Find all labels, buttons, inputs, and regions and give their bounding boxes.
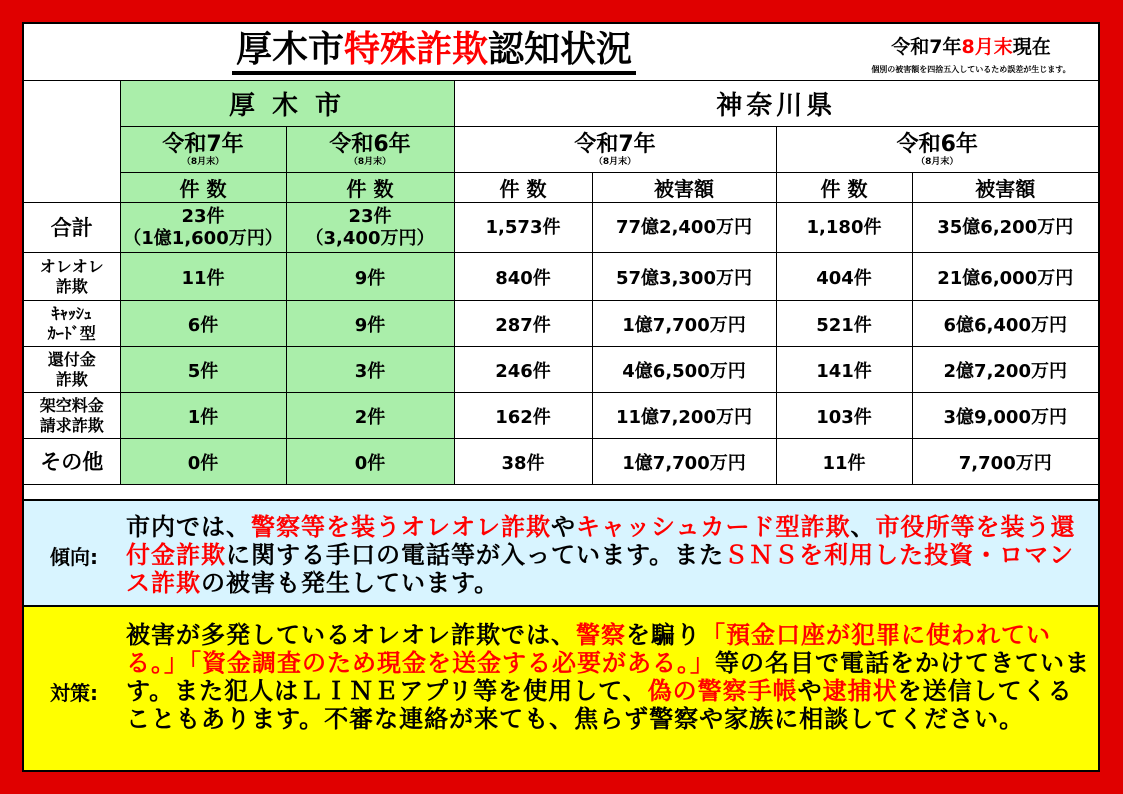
cell-kanagawa-r7-count xyxy=(454,347,592,393)
cell-atsugi-r6-text: 2件 xyxy=(354,406,386,428)
cell-kanagawa-r7-count xyxy=(454,393,592,439)
year-label: 令和7年 xyxy=(574,131,656,157)
trend-segment: や xyxy=(551,513,576,541)
trend-segment: 市内では、 xyxy=(126,513,251,541)
cell-kanagawa-r7-damage-text: 77億2,400万円 xyxy=(616,216,752,238)
corner-cell xyxy=(24,81,120,203)
measures-segment: 偽の警察手帳 xyxy=(647,677,798,705)
trend-text xyxy=(126,513,1094,597)
cell-kanagawa-r6-damage-text: 6億6,400万円 xyxy=(943,314,1067,336)
cell-kanagawa-r7-damage-text: 11億7,200万円 xyxy=(616,406,752,428)
row-label-text: その他 xyxy=(40,449,104,474)
year-label: 令和7年 xyxy=(162,131,244,157)
cell-atsugi-r6 xyxy=(286,253,454,301)
cell-atsugi-r6-text: 0件 xyxy=(354,452,386,474)
cell-atsugi-r6-text: 23件 xyxy=(348,205,392,227)
cell-atsugi-r6-sub: （3,400万円） xyxy=(305,227,435,249)
year-sub: （8月末） xyxy=(593,156,637,167)
cell-atsugi-r7 xyxy=(120,203,286,253)
cell-kanagawa-r6-count-text: 103件 xyxy=(816,406,872,428)
cell-kanagawa-r7-damage-text: 1億7,700万円 xyxy=(622,314,746,336)
trend-segment: 市役所等を装う還付金詐欺 xyxy=(126,513,1076,569)
trend-segment: キャッシュカード型詐欺 xyxy=(576,513,851,541)
measures-label: 対策: xyxy=(50,681,98,705)
measures-segment: 等の名目で電話をかけてきています。また犯人はＬＩＮＥアプリ等を使用して、 xyxy=(126,649,1090,705)
cell-atsugi-r6 xyxy=(286,203,454,253)
page-title xyxy=(24,24,844,79)
cell-kanagawa-r6-damage-text: 3億9,000万円 xyxy=(943,406,1067,428)
cell-atsugi-r6-text: 9件 xyxy=(354,314,386,336)
group-atsugi: 厚 木 市 xyxy=(120,81,454,127)
cell-kanagawa-r7-count xyxy=(454,439,592,485)
year-sub: （8月末） xyxy=(181,156,225,167)
cell-kanagawa-r6-damage xyxy=(912,393,1098,439)
cell-atsugi-r7-text: 23件 xyxy=(181,205,225,227)
cell-kanagawa-r7-count-text: 162件 xyxy=(495,406,551,428)
as-of-suffix: 現在 xyxy=(1012,36,1051,58)
cell-kanagawa-r7-count-text: 246件 xyxy=(495,360,551,382)
cell-kanagawa-r7-count-text: 1,573件 xyxy=(485,216,561,238)
cell-kanagawa-r7-damage xyxy=(592,439,776,485)
cell-kanagawa-r6-count xyxy=(776,439,912,485)
measures-segment: を騙り xyxy=(626,621,701,649)
cell-kanagawa-r6-count-text: 404件 xyxy=(816,267,872,289)
as-of-year: 令和7年 xyxy=(891,36,962,58)
cell-kanagawa-r6-damage xyxy=(912,253,1098,301)
trend-segment: ＳＮＳを利用した投資・ロマンス詐欺 xyxy=(126,541,1075,597)
group-kanagawa: 神奈川県 xyxy=(454,81,1098,127)
row-label-text: オレオレ 詐欺 xyxy=(39,256,104,296)
year-header xyxy=(776,127,1098,173)
cell-kanagawa-r7-count-text: 38件 xyxy=(501,452,545,474)
year-header xyxy=(454,127,776,173)
cell-kanagawa-r6-damage-text: 7,700万円 xyxy=(958,452,1052,474)
year-sub: （8月末） xyxy=(916,156,959,167)
cell-kanagawa-r6-count xyxy=(776,393,912,439)
row-label-text: ｷｬｯｼｭ ｶｰﾄﾞ型 xyxy=(47,303,96,343)
cell-kanagawa-r6-damage-text: 2億7,200万円 xyxy=(943,360,1067,382)
year-sub: （8月末） xyxy=(348,156,392,167)
col-header-damage: 被害額 xyxy=(592,173,776,203)
table-body xyxy=(24,203,1098,485)
cell-kanagawa-r7-damage xyxy=(592,301,776,347)
title-city: 厚木市 xyxy=(235,28,344,70)
title-status: 認知状況 xyxy=(488,28,633,70)
cell-kanagawa-r6-damage xyxy=(912,203,1098,253)
measures-segment: 警察 xyxy=(576,621,626,649)
col-header-count: 件 数 xyxy=(286,173,454,203)
year-label: 令和6年 xyxy=(896,131,978,157)
row-label xyxy=(24,347,120,393)
cell-atsugi-r6 xyxy=(286,301,454,347)
measures-segment: 「預金口座が犯罪に使われている。」「資金調査のため現金を送金する必要がある。」 xyxy=(126,621,1051,677)
cell-kanagawa-r7-damage xyxy=(592,203,776,253)
cell-atsugi-r6-text: 3件 xyxy=(354,360,386,382)
trend-panel xyxy=(24,499,1098,605)
cell-atsugi-r7 xyxy=(120,301,286,347)
trend-segment: 警察等を装うオレオレ詐欺 xyxy=(251,513,551,541)
as-of-date xyxy=(844,32,1098,59)
cell-atsugi-r6 xyxy=(286,393,454,439)
cell-kanagawa-r7-count-text: 840件 xyxy=(495,267,551,289)
cell-kanagawa-r7-damage xyxy=(592,393,776,439)
row-label xyxy=(24,393,120,439)
year-header xyxy=(286,127,454,173)
cell-kanagawa-r6-count-text: 521件 xyxy=(816,314,872,336)
cell-atsugi-r7 xyxy=(120,393,286,439)
cell-kanagawa-r7-damage-text: 1億7,700万円 xyxy=(622,452,746,474)
cell-atsugi-r7 xyxy=(120,439,286,485)
year-header xyxy=(120,127,286,173)
cell-atsugi-r7-text: 0件 xyxy=(187,452,219,474)
cell-kanagawa-r6-damage-text: 35億6,200万円 xyxy=(937,216,1074,238)
cell-atsugi-r7-sub: （1億1,600万円） xyxy=(123,227,283,249)
cell-kanagawa-r7-count xyxy=(454,203,592,253)
col-header-count: 件 数 xyxy=(454,173,592,203)
cell-kanagawa-r6-count xyxy=(776,253,912,301)
cell-kanagawa-r6-damage-text: 21億6,000万円 xyxy=(937,267,1074,289)
cell-kanagawa-r6-count-text: 141件 xyxy=(816,360,872,382)
as-of-month: 8月末 xyxy=(961,36,1013,58)
col-header-count: 件 数 xyxy=(776,173,912,203)
cell-atsugi-r7-text: 11件 xyxy=(181,267,225,289)
cell-kanagawa-r6-damage xyxy=(912,439,1098,485)
table-row xyxy=(24,253,1098,301)
measures-segment: 被害が多発しているオレオレ詐欺では、 xyxy=(126,621,576,649)
table-row xyxy=(24,393,1098,439)
statistics-table xyxy=(24,80,1098,485)
row-label xyxy=(24,253,120,301)
cell-atsugi-r6 xyxy=(286,439,454,485)
row-label-text: 架空料金 請求詐欺 xyxy=(39,395,104,435)
col-header-count: 件 数 xyxy=(120,173,286,203)
cell-kanagawa-r7-damage-text: 4億6,500万円 xyxy=(622,360,746,382)
year-label: 令和6年 xyxy=(329,131,411,157)
trend-segment: に関する手口の電話等が入っています。また xyxy=(226,541,725,569)
cell-kanagawa-r6-count-text: 11件 xyxy=(822,452,866,474)
table-row xyxy=(24,347,1098,393)
cell-kanagawa-r7-damage-text: 57億3,300万円 xyxy=(616,267,752,289)
row-label-text: 還付金 詐欺 xyxy=(47,349,96,389)
measures-segment: 逮捕状 xyxy=(822,677,898,705)
cell-kanagawa-r6-damage xyxy=(912,301,1098,347)
table-row xyxy=(24,203,1098,253)
cell-kanagawa-r6-count xyxy=(776,347,912,393)
row-label xyxy=(24,203,120,253)
cell-kanagawa-r6-count xyxy=(776,301,912,347)
cell-atsugi-r6 xyxy=(286,347,454,393)
cell-kanagawa-r6-damage xyxy=(912,347,1098,393)
cell-kanagawa-r7-damage xyxy=(592,347,776,393)
cell-kanagawa-r7-count xyxy=(454,301,592,347)
trend-segment: 、 xyxy=(850,513,876,541)
cell-kanagawa-r7-count-text: 287件 xyxy=(495,314,551,336)
row-label-text: 合計 xyxy=(50,215,93,240)
cell-kanagawa-r7-damage xyxy=(592,253,776,301)
measures-panel xyxy=(24,605,1098,770)
cell-kanagawa-r6-count-text: 1,180件 xyxy=(806,216,882,238)
col-header-damage: 被害額 xyxy=(912,173,1098,203)
row-label xyxy=(24,301,120,347)
cell-atsugi-r6-text: 9件 xyxy=(354,267,386,289)
trend-segment: の被害も発生しています。 xyxy=(201,569,500,597)
table-row xyxy=(24,439,1098,485)
cell-kanagawa-r7-count xyxy=(454,253,592,301)
measures-text xyxy=(126,621,1094,733)
cell-kanagawa-r6-count xyxy=(776,203,912,253)
table-row xyxy=(24,301,1098,347)
cell-atsugi-r7-text: 5件 xyxy=(187,360,219,382)
trend-label: 傾向: xyxy=(50,545,98,569)
measures-segment: や xyxy=(797,677,823,705)
cell-atsugi-r7-text: 6件 xyxy=(187,314,219,336)
measures-segment: を送信してくることもあります。不審な連絡が来ても、焦らず警察や家族に相談してください。 xyxy=(126,677,1073,733)
cell-atsugi-r7 xyxy=(120,253,286,301)
cell-atsugi-r7-text: 1件 xyxy=(187,406,219,428)
rounding-note: 個別の被害額を四捨五入しているため誤差が生じます。 xyxy=(871,65,1071,74)
row-label xyxy=(24,439,120,485)
cell-atsugi-r7 xyxy=(120,347,286,393)
poster xyxy=(22,22,1100,772)
title-fraud: 特殊詐欺 xyxy=(343,28,488,70)
